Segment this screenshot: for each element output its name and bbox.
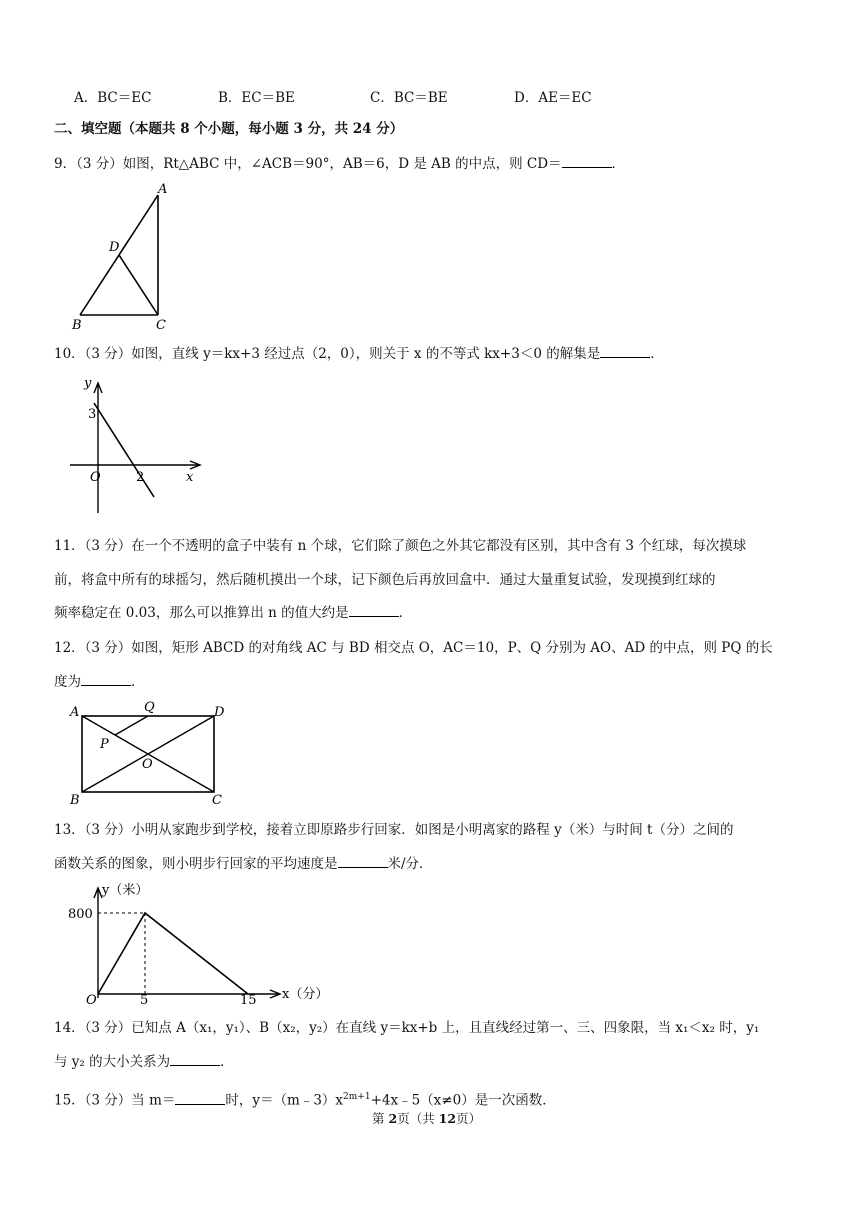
question-11-line2: 前，将盒中所有的球摇匀，然后随机摸出一个球，记下颜色后再放回盒中．通过大量重复试验，发现摸到红球的 xyxy=(54,572,716,588)
fig10-y-label: y xyxy=(84,376,92,391)
q8-option-b: B．EC＝BE xyxy=(218,90,295,106)
q8-option-a: A．BC＝EC xyxy=(74,90,152,106)
fig9-label-c: C xyxy=(156,318,166,333)
q11-end: ． xyxy=(398,605,413,621)
question-12-line2 xyxy=(54,673,145,691)
fig13-x-5: 5 xyxy=(140,993,149,1008)
footer-post: 页） xyxy=(456,1111,482,1126)
q12-text: 度为 xyxy=(54,674,81,690)
figure-10-graph xyxy=(68,375,208,520)
fig12-label-a: A xyxy=(70,705,80,720)
q14-end: ． xyxy=(220,1054,234,1070)
q10-answer-blank[interactable] xyxy=(600,345,650,358)
q13-answer-blank[interactable] xyxy=(338,855,388,868)
fig12-label-c: C xyxy=(212,793,222,808)
question-15 xyxy=(54,1088,556,1110)
footer-pre: 第 xyxy=(372,1111,389,1126)
fig10-two: 2 xyxy=(136,470,145,485)
question-9 xyxy=(54,155,625,173)
q15-text-end: +4x﹣5（x≠0）是一次函数． xyxy=(370,1092,556,1109)
question-10 xyxy=(54,345,664,363)
q14-answer-blank[interactable] xyxy=(170,1053,220,1066)
footer-page-number: 2 xyxy=(388,1111,398,1126)
page-footer xyxy=(372,1110,481,1128)
fig13-y-800: 800 xyxy=(68,907,93,922)
q15-exponent: 2m+1 xyxy=(343,1092,371,1102)
fig13-y-label: y（米） xyxy=(102,883,149,898)
fig10-three: 3 xyxy=(88,407,97,422)
fig10-x-label: x xyxy=(186,470,194,485)
fig13-origin: O xyxy=(86,993,97,1008)
question-14-line1: 14．（3 分）已知点 A（x₁，y₁）、B（x₂，y₂）在直线 y＝kx+b 上，且直线经过第一、三、四象限，当 x₁＜x₂ 时，y₁ xyxy=(54,1020,760,1036)
q14-text: 与 y₂ 的大小关系为 xyxy=(54,1054,171,1070)
fig13-x-label: x（分） xyxy=(282,987,329,1002)
fig10-origin: O xyxy=(90,470,101,485)
question-13-line1: 13．（3 分）小明从家跑步到学校，接着立即原路步行回家．如图是小明离家的路程 y（米）与时间 t（分）之间的 xyxy=(54,822,734,838)
question-13-line2 xyxy=(54,855,433,873)
q10-text: 10．（3 分）如图，直线 y＝kx+3 经过点（2，0），则关于 x 的不等式 kx+3＜0 的解集是 xyxy=(54,346,601,362)
fig12-label-b: B xyxy=(70,793,80,808)
fig9-label-d: D xyxy=(109,240,120,255)
q8-option-c: C．BC＝BE xyxy=(370,90,448,106)
q15-text-mid: 时，y＝（m﹣3）x xyxy=(225,1092,344,1109)
figure-13-graph xyxy=(60,880,340,1008)
q9-answer-blank[interactable] xyxy=(562,155,612,168)
q9-end: ． xyxy=(611,156,626,172)
q12-answer-blank[interactable] xyxy=(81,673,131,686)
question-11-line3 xyxy=(54,604,412,622)
fig12-label-o: O xyxy=(142,757,153,772)
fig12-label-d: D xyxy=(214,705,225,720)
q9-text: 9．（3 分）如图，Rt△ABC 中，∠ACB＝90°，AB＝6，D 是 AB 的中点，则 CD＝ xyxy=(54,156,562,172)
question-14-line2 xyxy=(54,1053,234,1071)
fig12-label-p: P xyxy=(100,737,109,752)
footer-total-pages: 12 xyxy=(438,1111,457,1126)
q15-text-start: 15．（3 分）当 m＝ xyxy=(54,1092,176,1109)
fig12-label-q: Q xyxy=(144,700,155,715)
footer-mid: 页（共 xyxy=(397,1111,439,1126)
q11-text: 频率稳定在 0.03，那么可以推算出 n 的值大约是 xyxy=(54,605,349,621)
figure-9-triangle xyxy=(60,182,190,335)
section-title: 二、填空题（本题共 8 个小题，每小题 3 分，共 24 分） xyxy=(54,121,404,137)
q12-end: ． xyxy=(131,674,145,690)
q13-text: 函数关系的图象，则小明步行回家的平均速度是 xyxy=(54,856,338,872)
question-11-line1: 11．（3 分）在一个不透明的盒子中装有 n 个球，它们除了颜色之外其它都没有区别，其中含有 3 个红球，每次摸球 xyxy=(54,538,747,554)
fig13-x-15: 15 xyxy=(240,993,257,1008)
figure-12-rectangle xyxy=(64,700,239,808)
q8-option-d: D．AE＝EC xyxy=(514,90,592,106)
fig9-label-b: B xyxy=(72,318,82,333)
q13-unit: 米/分． xyxy=(387,856,433,872)
q15-answer-blank[interactable] xyxy=(175,1092,225,1105)
q11-answer-blank[interactable] xyxy=(349,604,399,617)
fig9-label-a: A xyxy=(158,182,168,197)
q10-end: ． xyxy=(650,346,664,362)
question-12-line1: 12．（3 分）如图，矩形 ABCD 的对角线 AC 与 BD 相交点 O，AC＝10，P、Q 分别为 AO、AD 的中点，则 PQ 的长 xyxy=(54,640,773,656)
